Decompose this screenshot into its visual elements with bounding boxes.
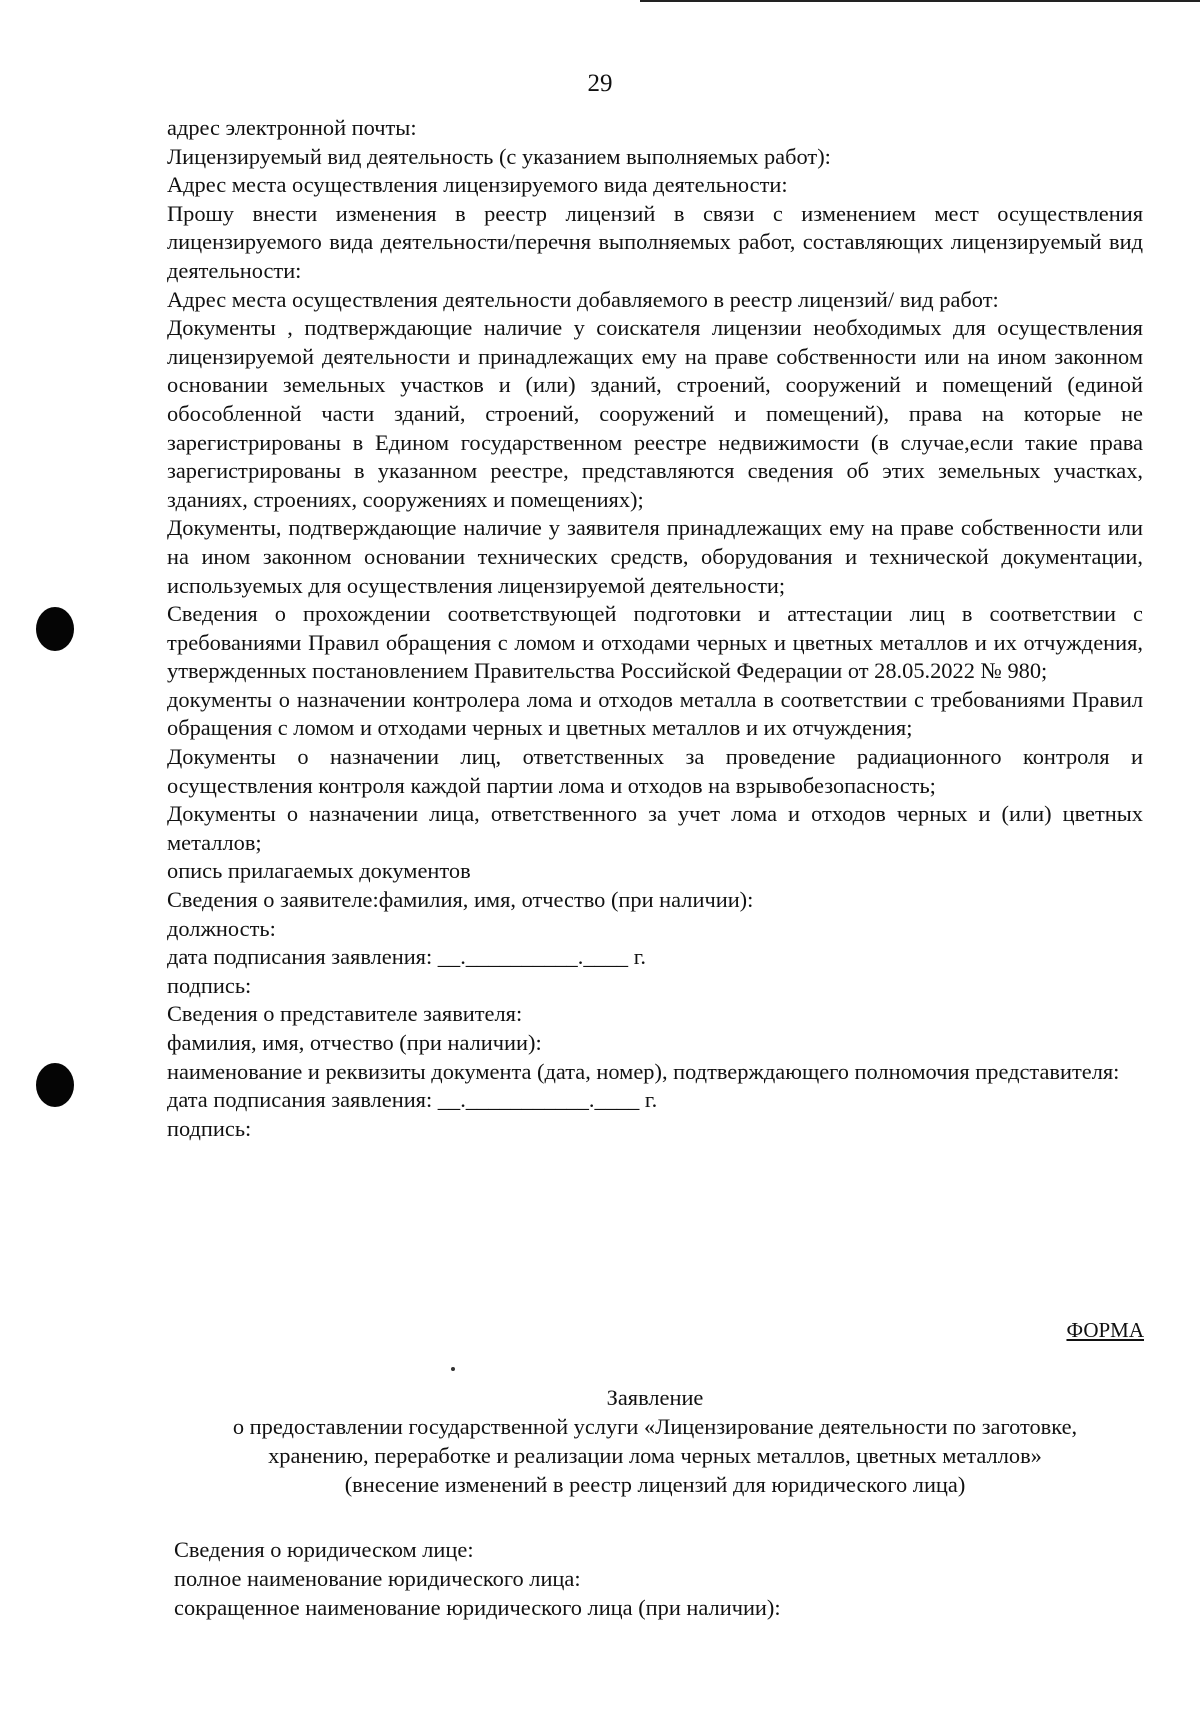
- paragraph: Документы, подтверждающие наличие у заявителя принадлежащих ему на праве собственности или на ином законном основании технических средств, оборудования и технической документации, используемых для осуществления лицензируемой деятельности;: [167, 515, 1143, 598]
- binder-hole: [36, 1063, 74, 1107]
- paragraph: Сведения о представителе заявителя:: [167, 1001, 523, 1027]
- paragraph: Сведения о заявителе:фамилия, имя, отчество (при наличии):: [167, 887, 754, 913]
- paragraph: опись прилагаемых документов: [167, 858, 471, 884]
- paragraph: Документы , подтверждающие наличие у соискателя лицензии необходимых для осуществления лицензируемой деятельности и принадлежащих ему на праве собственности или на ином законном основании земельных участков и (или) зданий, строений, сооружений и помещений (единой обособленной части зданий, строений, сооружений и помещений), права на которые не зарегистрированы в Едином государственном реестре недвижимости (в случае,если такие права зарегистрированы в указанном реестре, представляются сведения об этих земельных участках, зданиях, строениях, сооружениях и помещениях);: [167, 315, 1143, 512]
- application-title: [167, 1383, 1143, 1499]
- paragraph: Документы о назначении лица, ответственного за учет лома и отходов черных и (или) цветных металлов;: [167, 801, 1143, 855]
- paragraph: фамилия, имя, отчество (при наличии):: [167, 1030, 542, 1055]
- paragraph: Адрес места осуществления деятельности добавляемого в реестр лицензий/ вид работ:: [167, 286, 999, 312]
- paragraph: подпись:: [167, 972, 252, 998]
- paragraph: должность:: [167, 915, 276, 941]
- paragraph: Прошу внести изменения в реестр лицензий в связи с изменением мест осуществления лицензируемого вида деятельности/перечня выполняемых работ, составляющих лицензируемый вид деятельности:: [167, 200, 1143, 283]
- paragraph: документы о назначении контролера лома и отходов металла в соответствии с требованиями Правил обращения с ломом и отходами черных и цветных металлов и их отчуждения;: [167, 686, 1143, 741]
- legal-entity-section: [174, 1536, 1134, 1622]
- legal-entity-line: полное наименование юридического лица:: [174, 1565, 581, 1591]
- page-number: 29: [587, 70, 613, 97]
- legal-entity-line: Сведения о юридическом лице:: [174, 1537, 474, 1562]
- paragraph: дата подписания заявления: __.__________.____ г.: [167, 944, 646, 970]
- binder-hole: [36, 607, 74, 651]
- form-label: ФОРМА: [1066, 1318, 1144, 1342]
- application-heading: Заявление: [606, 1385, 704, 1410]
- paragraph: наименование и реквизиты документа (дата, номер), подтверждающего полномочия представителя:: [167, 1058, 1120, 1084]
- document-body: [167, 114, 1143, 1143]
- paragraph: адрес электронной почты:: [167, 115, 417, 140]
- application-subtitle-line: (внесение изменений в реестр лицензий для юридического лица): [344, 1472, 966, 1497]
- scan-speck: [451, 1367, 455, 1371]
- application-subtitle-line: о предоставлении государственной услуги «Лицензирование деятельности по заготовке,: [232, 1414, 1078, 1439]
- paragraph: дата подписания заявления: __.___________.____ г.: [167, 1087, 658, 1113]
- application-subtitle-line: хранению, переработке и реализации лома черных металлов, цветных металлов»: [268, 1443, 1042, 1468]
- paragraph: Лицензируемый вид деятельность (с указанием выполняемых работ):: [167, 143, 831, 169]
- paragraph: Сведения о прохождении соответствующей подготовки и аттестации лиц в соответствии с требованиями Правил обращения с ломом и отходами черных и цветных металлов и их отчуждения, утвержденных постановлением Правительства Российской Федерации от 28.05.2022 № 980;: [167, 601, 1143, 684]
- legal-entity-line: сокращенное наименование юридического лица (при наличии):: [174, 1594, 781, 1620]
- paragraph: Документы о назначении лиц, ответственных за проведение радиационного контроля и осуществления контроля каждой партии лома и отходов на взрывобезопасность;: [167, 744, 1143, 798]
- paragraph: Адрес места осуществления лицензируемого вида деятельности:: [167, 172, 788, 198]
- paragraph: подпись:: [167, 1115, 252, 1141]
- top-edge-rule: [640, 0, 1200, 2]
